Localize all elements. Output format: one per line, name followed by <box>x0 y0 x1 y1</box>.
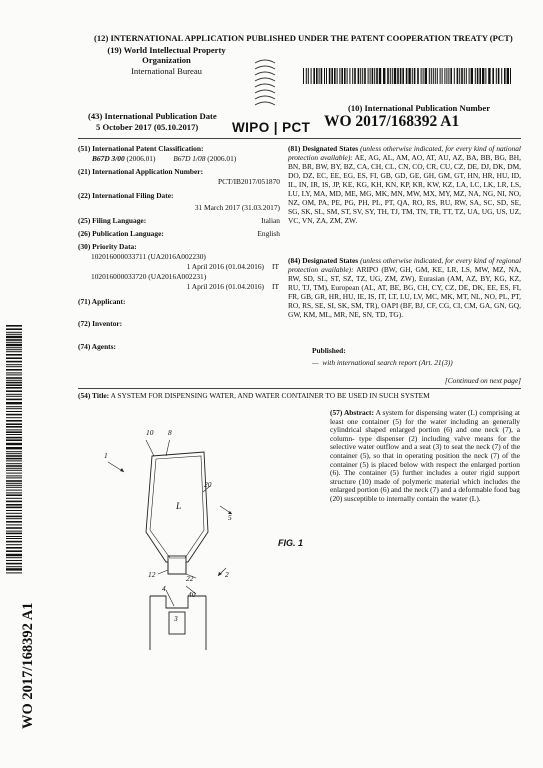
barcode-bar <box>326 68 327 84</box>
barcode-bar <box>6 414 22 416</box>
barcode-bar <box>6 572 22 573</box>
barcode-bar <box>496 68 497 84</box>
barcode-bar <box>331 68 333 84</box>
priority-2-country: IT <box>272 282 279 291</box>
barcode-bar <box>6 513 22 514</box>
barcode-bar <box>6 531 22 532</box>
label-4: 4 <box>162 584 166 593</box>
field-74-label: (74) Agents: <box>78 342 116 351</box>
abstract-text: A system for dispensing water (L) comprising at least one container (5) for the water including an generally cylindrical shaped enlarged portion (6) and one neck (7), a column- type dispenser (2) including valve means for the selective water outflow and a seat (3) to seat the neck (7) of the container (5), so that in operating position the neck (7) of the container (5) is placed below with respect the enlarged portion (6). The container (5) further includes a outer rigid support structure (10) made of polymeric material which includes the enlarged portion (6) and the neck (7) and a deformable food bag (20) susceptible to internally contain the water (L). <box>330 408 520 503</box>
barcode-bar <box>394 68 396 84</box>
barcode-bar <box>6 439 22 441</box>
barcode-bar <box>6 372 22 373</box>
barcode-bar <box>379 68 381 84</box>
barcode-bar <box>6 447 22 449</box>
barcode-bar <box>477 68 479 84</box>
barcode-bar <box>6 510 22 511</box>
field-72-label: (72) Inventor: <box>78 319 123 328</box>
barcode-bar <box>308 68 309 84</box>
barcode-bar <box>324 68 325 84</box>
field-26-value: English <box>257 229 280 238</box>
barcode-bar <box>6 361 22 363</box>
barcode-bar <box>408 68 410 84</box>
title-divider <box>78 388 521 389</box>
barcode-bar <box>6 347 22 348</box>
priority-1-number: 102016000033711 (UA2016A002230) <box>91 252 206 261</box>
barcode-bar <box>6 334 22 335</box>
field-30-label: (30) Priority Data: <box>78 242 137 251</box>
barcode-bar <box>6 463 22 464</box>
barcode-bar <box>6 434 22 435</box>
barcode-bar <box>390 68 391 84</box>
barcode-bar <box>6 544 22 545</box>
barcode-bar <box>6 390 22 392</box>
barcode-bar <box>6 473 22 474</box>
barcode-bar <box>406 68 408 84</box>
barcode-bar <box>459 68 460 84</box>
field-81-states: AE, AG, AL, AM, AO, AT, AU, AZ, BA, BB, BG, BH, BN, BR, BW, BY, BZ, CA, CH, CL, CN, CO, CR, CU, CZ, DE, DJ, DK, DM, DO, DZ, EC, EE, EG, ES, FI, GB, GD, GE, GH, GM, GT, HN, HR, HU, ID, IL, IN, IR, IS, JP, KE, KG, KH, KN, KP, KR, KW, KZ, LA, LC, LK, LR, LS, LU, LY, MA, MD, ME, MG, MK, MN, MW, MX, MY, MZ, NA, NG, NI, NO, NZ, OM, PA, PE, PG, PH, PL, PT, QA, RO, RS, RU, RW, SA, SC, SD, SE, SG, SK, SL, SM, ST, SV, SY, TH, TJ, TM, TN, TR, TT, TZ, UA, UG, US, UZ, VC, VN, ZA, ZM, ZW. <box>288 153 521 225</box>
ipc-class-b-date: (2006.01) <box>207 154 237 163</box>
barcode-bar <box>6 374 22 375</box>
abstract-label: (57) Abstract: <box>330 408 374 417</box>
barcode-bar <box>364 68 366 84</box>
ipc-class-a: B67D 3/00 <box>92 154 125 163</box>
barcode-bar <box>6 387 22 389</box>
barcode-bar <box>6 380 22 381</box>
pub-number-value: WO 2017/168392 A1 <box>324 113 460 130</box>
org-name-line2: Organization <box>142 55 191 65</box>
barcode-bar <box>313 68 315 84</box>
label-L: L <box>176 502 182 512</box>
pub-date-value: 5 October 2017 (05.10.2017) <box>96 122 199 132</box>
label-5: 5 <box>228 513 232 522</box>
barcode-bar <box>6 394 22 395</box>
barcode-bar <box>6 411 22 412</box>
field-84-states: ARIPO (BW, GH, GM, KE, LR, LS, MW, MZ, NA, RW, SD, SL, ST, SZ, TZ, UG, ZM, ZW), Eurasian (AM, AZ, BY, KG, KZ, RU, TJ, TM), European (AL, AT, BE, BG, CH, CY, CZ, DE, DK, EE, ES, FI, FR, GB, GR, HR, HU, IE, IS, IT, LT, LU, LV, MC, MK, MT, NL, NO, PL, PT, RO, RS, SE, SI, SK, SM, TR), OAPI (BF, BJ, CF, CG, CI, CM, GA, GN, GQ, GW, KM, ML, MR, NE, SN, TD, TG). <box>288 265 521 319</box>
continued-note: [Continued on next page] <box>444 376 521 385</box>
label-22: 22 <box>186 574 194 583</box>
barcode-bar <box>347 68 348 84</box>
barcode-bar <box>6 554 22 556</box>
barcode-bar <box>6 354 22 356</box>
barcode-bar <box>433 68 434 84</box>
barcode-bar <box>6 364 22 365</box>
pub-number-label: (10) International Publication Number <box>348 103 491 113</box>
barcode-bar <box>6 524 22 525</box>
barcode-bar <box>374 68 375 84</box>
barcode-bar <box>362 68 363 84</box>
dispenser-column <box>150 596 206 650</box>
dispenser-top <box>150 596 206 608</box>
field-84-label: (84) Designated States <box>288 256 359 265</box>
barcode-bar <box>6 527 22 529</box>
barcode-bar <box>6 521 22 523</box>
abstract-block <box>330 409 520 504</box>
barcode-bar <box>372 68 374 84</box>
barcode-bar <box>6 443 22 445</box>
barcode-bar <box>6 325 22 327</box>
barcode-bar <box>6 336 22 338</box>
doc-type-line: (12) INTERNATIONAL APPLICATION PUBLISHED UNDER THE PATENT COOPERATION TREATY (PCT) <box>94 33 513 43</box>
barcode-bar <box>461 68 463 84</box>
barcode-bar <box>6 423 22 425</box>
barcode-bar <box>421 68 422 84</box>
barcode-bar <box>387 68 389 84</box>
label-1: 1 <box>104 451 108 460</box>
barcode-bar <box>417 68 419 84</box>
barcode-bar <box>471 68 473 84</box>
barcode-bar <box>6 485 22 486</box>
barcode-bar <box>446 68 447 84</box>
ipc-class-b: B67D 1/08 <box>173 154 206 163</box>
barcode-bar <box>6 494 22 496</box>
barcode-bar <box>6 406 22 407</box>
barcode-bar <box>6 451 22 452</box>
label-3: 3 <box>174 614 178 623</box>
published-label: Published: <box>312 346 346 355</box>
title-label: (54) Title: <box>78 391 110 400</box>
barcode-bar <box>321 68 323 84</box>
barcode-bar <box>6 332 22 333</box>
barcode-bar <box>337 68 338 84</box>
barcode-bar <box>6 328 22 330</box>
barcode-bar <box>6 536 22 537</box>
field-51-label: (51) International Patent Classification: <box>78 144 204 153</box>
field-81-note: (unless otherwise indicated, for every kind of national protection available): <box>288 144 521 162</box>
barcode-bar <box>466 68 467 84</box>
barcode-bar <box>306 68 307 84</box>
barcode-bar <box>6 399 22 401</box>
barcode-bar <box>397 68 399 84</box>
field-25-label: (25) Filing Language: <box>78 216 147 225</box>
barcode-bar <box>425 68 427 84</box>
barcode-bar <box>6 541 22 543</box>
barcode-bar <box>376 68 378 84</box>
barcode-bar <box>440 68 441 84</box>
label-20: 20 <box>204 480 212 489</box>
barcode-bar <box>6 498 22 499</box>
priority-1-country: IT <box>272 262 279 271</box>
org-name-line1: (19) World Intellectual Property <box>107 45 226 55</box>
barcode-bar <box>370 68 371 84</box>
barcode-bar <box>316 68 318 84</box>
barcode-bar <box>6 357 22 359</box>
barcode-bar <box>6 490 22 491</box>
barcode-bar <box>329 68 331 84</box>
container-neck <box>168 556 186 574</box>
field-26-label: (26) Publication Language: <box>78 229 164 238</box>
barcode-bar <box>6 408 22 409</box>
barcode-bar <box>488 68 490 84</box>
priority-1-date: 1 April 2016 (01.04.2016) <box>186 262 264 271</box>
barcode-bar <box>510 68 511 84</box>
barcode-bar <box>507 68 509 84</box>
barcode-bar <box>360 68 361 84</box>
barcode-bar <box>6 366 22 367</box>
barcode-bar <box>457 68 459 84</box>
barcode-bar <box>349 68 350 84</box>
barcode-bar <box>501 68 502 84</box>
label-40: 40 <box>188 590 196 599</box>
priority-2-number: 102016000033720 (UA2016A002231) <box>91 272 207 281</box>
barcode-bar <box>6 560 22 561</box>
barcode-bar <box>368 68 369 84</box>
field-84-note: (unless otherwise indicated, for every kind of regional protection available): <box>288 256 521 274</box>
barcode-bar <box>469 68 470 84</box>
barcode-bar <box>6 417 22 418</box>
barcode-bar <box>6 453 22 454</box>
figure-1-drawing <box>100 440 300 650</box>
barcode-bar <box>303 68 304 84</box>
barcode-bar <box>6 492 22 493</box>
barcode-bar <box>6 437 22 439</box>
barcode-bar <box>6 547 22 549</box>
barcode-bar <box>6 477 22 478</box>
side-publication-number: WO 2017/168392 A1 <box>20 602 36 729</box>
barcode-bar <box>6 507 22 509</box>
barcode-bar <box>6 538 22 539</box>
barcode-bar <box>6 563 22 565</box>
barcode-bar <box>6 518 22 519</box>
barcode-bar <box>498 68 500 84</box>
barcode-bar <box>6 455 22 457</box>
barcode-bar <box>6 566 22 567</box>
title-line <box>78 391 430 400</box>
field-22-value: 31 March 2017 (31.03.2017) <box>194 203 280 212</box>
barcode-bar <box>6 429 22 430</box>
barcode-bar <box>400 68 402 84</box>
barcode-bar <box>6 344 22 346</box>
field-21-label: (21) International Application Number: <box>78 167 204 176</box>
barcode-bar <box>444 68 445 84</box>
field-81-label: (81) Designated States <box>288 144 359 153</box>
title-text: A SYSTEM FOR DISPENSING WATER, AND WATER CONTAINER TO BE USED IN SUCH SYSTEM <box>110 391 430 400</box>
barcode-bar <box>423 68 424 84</box>
barcode-bar <box>412 68 413 84</box>
barcode-bar <box>504 68 506 84</box>
side-barcode <box>6 325 22 575</box>
barcode-bar <box>6 351 22 352</box>
label-8: 8 <box>168 428 172 437</box>
barcode-bar <box>402 68 404 84</box>
barcode-bar <box>6 396 22 397</box>
barcode-bar <box>6 342 22 343</box>
barcode-bar <box>6 465 22 467</box>
barcode-bar <box>6 557 22 558</box>
label-2: 2 <box>225 570 229 579</box>
org-name-line3: International Bureau <box>131 66 202 76</box>
label-12: 12 <box>148 570 156 579</box>
figure-caption: FIG. 1 <box>278 538 304 548</box>
barcode-bar <box>442 68 443 84</box>
top-barcode <box>303 68 513 84</box>
barcode-bar <box>6 533 22 535</box>
barcode-bar <box>464 68 465 84</box>
barcode-bar <box>6 468 22 469</box>
barcode-bar <box>6 402 22 404</box>
barcode-bar <box>6 460 22 461</box>
published-item: — with international search report (Art. 21(3)) <box>312 358 453 367</box>
barcode-bar <box>6 339 22 341</box>
barcode-bar <box>6 349 22 350</box>
barcode-bar <box>6 550 22 552</box>
wipo-emblem-icon <box>252 55 278 115</box>
barcode-bar <box>6 470 22 471</box>
barcode-bar <box>431 68 432 84</box>
barcode-bar <box>339 68 340 84</box>
barcode-bar <box>479 68 481 84</box>
barcode-bar <box>475 68 476 84</box>
barcode-bar <box>429 68 430 84</box>
barcode-bar <box>6 480 22 482</box>
barcode-bar <box>454 68 455 84</box>
barcode-bar <box>341 68 343 84</box>
ipc-class-a-date: (2006.01) <box>126 154 156 163</box>
barcode-bar <box>311 68 312 84</box>
barcode-bar <box>392 68 393 84</box>
barcode-bar <box>358 68 360 84</box>
label-10: 10 <box>146 428 154 437</box>
barcode-bar <box>354 68 356 84</box>
barcode-bar <box>6 382 22 384</box>
field-81-block <box>288 144 521 225</box>
barcode-bar <box>344 68 346 84</box>
barcode-bar <box>6 377 22 379</box>
barcode-bar <box>6 516 22 518</box>
barcode-bar <box>437 68 438 84</box>
barcode-bar <box>6 568 22 570</box>
barcode-bar <box>352 68 353 84</box>
barcode-bar <box>450 68 452 84</box>
header-divider <box>78 138 521 139</box>
field-71-label: (71) Applicant: <box>78 297 126 306</box>
barcode-bar <box>6 504 22 506</box>
wipo-pct-logo: WIPO | PCT <box>232 120 311 135</box>
barcode-bar <box>6 475 22 476</box>
barcode-bar <box>414 68 416 84</box>
barcode-bar <box>6 384 22 386</box>
barcode-bar <box>492 68 494 84</box>
field-84-block <box>288 256 521 319</box>
field-22-label: (22) International Filing Date: <box>78 191 174 200</box>
barcode-bar <box>435 68 436 84</box>
barcode-bar <box>6 483 22 484</box>
field-25-value: Italian <box>261 216 280 225</box>
barcode-bar <box>6 431 22 433</box>
barcode-bar <box>482 68 484 84</box>
barcode-bar <box>6 426 22 428</box>
priority-2-date: 1 April 2016 (01.04.2016) <box>186 282 264 291</box>
barcode-bar <box>485 68 486 84</box>
barcode-bar <box>6 501 22 503</box>
barcode-bar <box>6 369 22 371</box>
barcode-bar <box>334 68 336 84</box>
field-21-value: PCT/IB2017/051870 <box>217 177 280 186</box>
barcode-bar <box>383 68 385 84</box>
barcode-bar <box>319 68 320 84</box>
barcode-bar <box>448 68 449 84</box>
pub-date-label: (43) International Publication Date <box>88 111 217 121</box>
barcode-bar <box>6 487 22 488</box>
barcode-bar <box>6 458 22 460</box>
barcode-bar <box>6 420 22 422</box>
